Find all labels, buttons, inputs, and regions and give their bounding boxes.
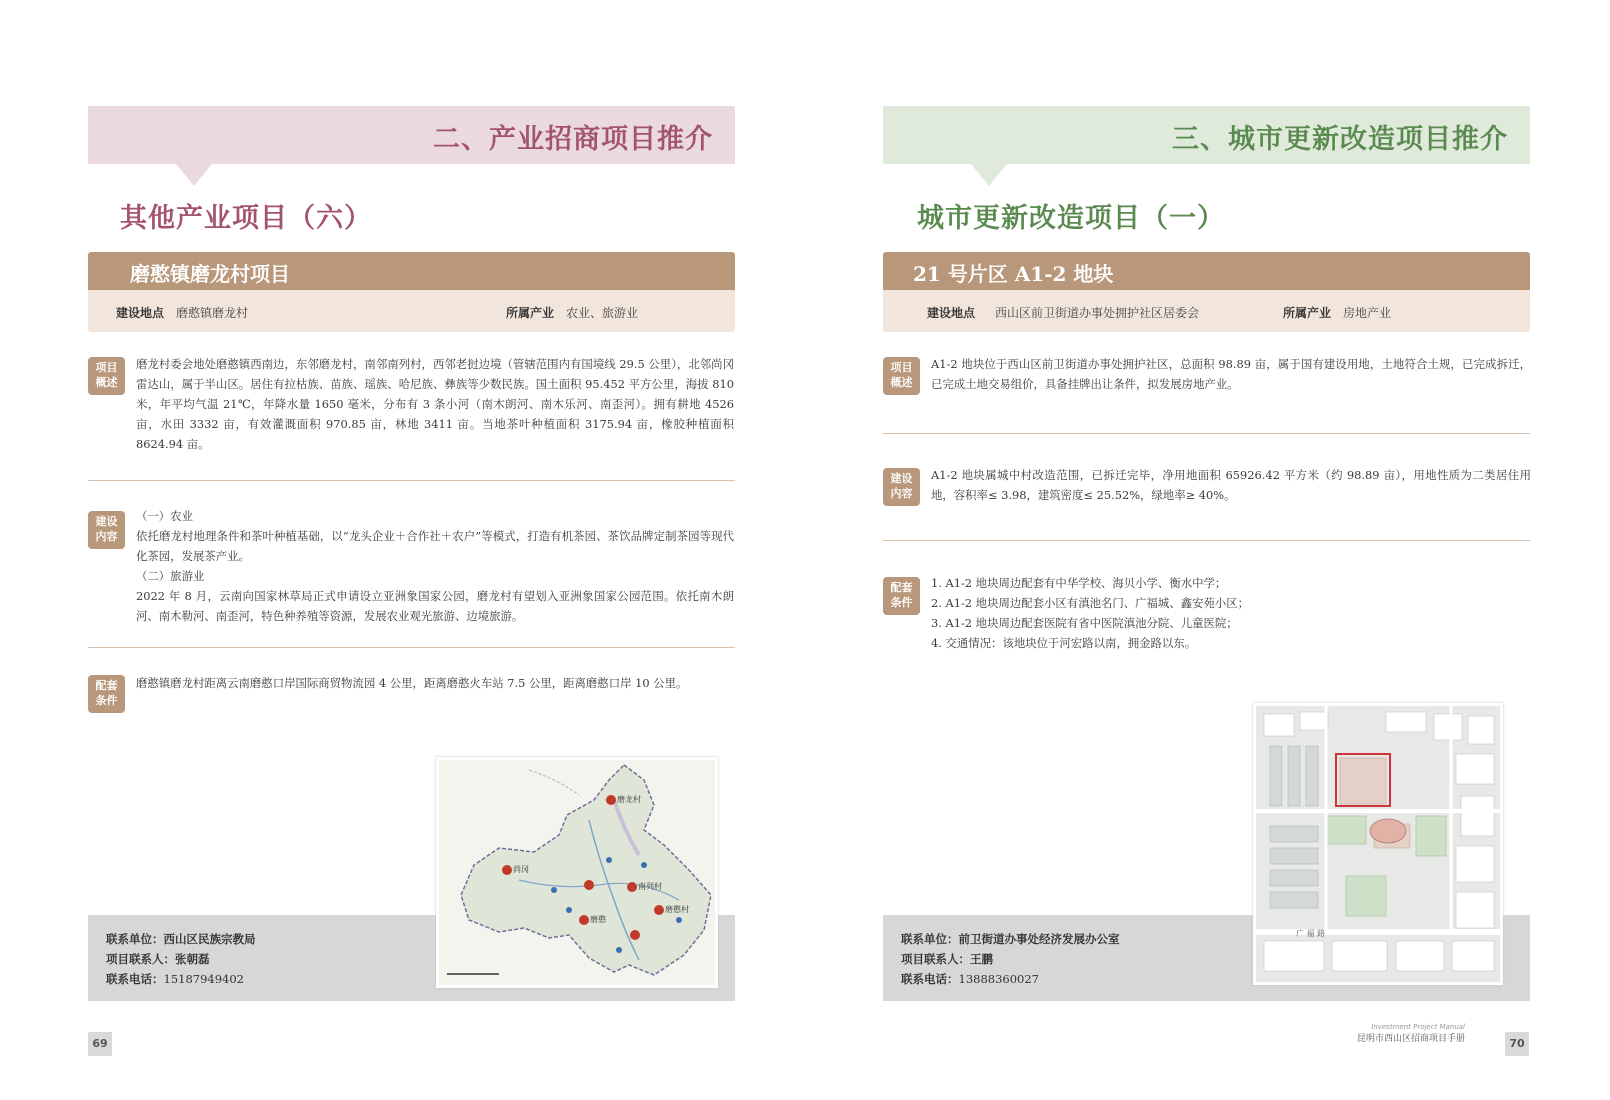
site-plan-map <box>1253 703 1503 985</box>
support-item: 1. A1-2 地块周边配套有中华学校、海贝小学、衡水中学； <box>931 576 1227 590</box>
contact-person: 项目联系人：张朝磊 <box>106 952 210 966</box>
overview-text: 磨龙村委会地处磨憨镇西南边，东邻磨龙村，南邻南列村，西邻老挝边境（管辖范围内有国境线 29.5 公里），北邻尚冈雷达山，属于半山区。居住有拉枯族、苗族、瑶族、哈尼族、彝族等少数民族。国土面积 95.452 平方公里，海拔 810 米，年平均气温 21℃，年降水量 1650 毫米，分布有 3 条小河（南木朗河、南木乐河、南歪河）。拥有耕地 4526 亩，水田 3332 亩，有效灌溉面积 970.85 亩，林地 3411 亩。当地茶叶种植面积 3175.94 亩，橡胶种植面积 8624.94 亩。 <box>136 357 734 451</box>
support-tag-line2: 条件 <box>890 596 913 609</box>
content-paragraph-2: 2022 年 8 月，云南向国家林草局正式申请设立亚洲象国家公园，磨龙村有望划入亚洲象国家公园范围。依托南木朗河、南木勒河、南歪河，特色种养殖等资源，发展农业观光旅游、边境旅游。 <box>136 589 734 623</box>
content-tag-line1: 建设 <box>890 472 913 485</box>
site-plan-image <box>1256 706 1500 982</box>
project-title: 磨憨镇磨龙村项目 <box>130 262 290 286</box>
map-label: 南列村 <box>638 882 662 891</box>
banner-notch <box>971 164 1007 186</box>
support-tag-line1: 配套 <box>890 581 913 594</box>
contact-unit: 联系单位：西山区民族宗教局 <box>106 932 256 946</box>
support-tag-line1: 配套 <box>95 679 118 692</box>
location-label: 建设地点 <box>927 306 976 320</box>
content-tag-line2: 内容 <box>95 530 118 543</box>
section-banner-title: 三、城市更新改造项目推介 <box>1172 124 1508 155</box>
support-tag <box>883 577 920 615</box>
support-item: 2. A1-2 地块周边配套小区有滇池名门、广福城、鑫安苑小区； <box>931 596 1250 610</box>
content-text: A1-2 地块属城中村改造范围，已拆迁完毕，净用地面积 65926.42 平方米（约 98.89 亩），用地性质为二类居住用地，容积率≤ 3.98，建筑密度≤ 25.52%，绿地率≥ 40%。 <box>931 468 1531 502</box>
project-info-bar <box>88 290 735 332</box>
project-title: 21 号片区 A1-2 地块 <box>913 262 1114 286</box>
section-banner <box>88 106 735 164</box>
location-label: 建设地点 <box>116 306 165 320</box>
support-tag <box>88 675 125 713</box>
divider <box>88 647 735 648</box>
divider <box>883 433 1530 434</box>
overview-tag-line2: 概述 <box>890 376 913 389</box>
contact-person: 项目联系人：王鹏 <box>901 952 993 966</box>
industry-value: 房地产业 <box>1343 306 1392 320</box>
map-label: 尚冈 <box>513 865 529 874</box>
support-tag-line2: 条件 <box>95 694 118 707</box>
page-subtitle: 城市更新改造项目（一） <box>917 203 1225 234</box>
support-item: 3. A1-2 地块周边配套医院有省中医院滇池分院、儿童医院； <box>931 616 1238 630</box>
contact-phone: 联系电话：15187949402 <box>106 972 244 986</box>
content-tag <box>883 468 920 506</box>
industry-label: 所属产业 <box>506 306 555 320</box>
content-text <box>136 506 734 626</box>
manual-caption <box>1285 1023 1465 1044</box>
section-banner-title: 二、产业招商项目推介 <box>433 124 713 155</box>
content-tag-line2: 内容 <box>890 487 913 500</box>
content-paragraph-1: 依托磨龙村地理条件和茶叶种植基础，以“龙头企业＋合作社＋农户”等模式，打造有机茶园、茶饮品牌定制茶园等现代化茶园，发展茶产业。 <box>136 529 734 563</box>
project-info-bar <box>883 290 1530 332</box>
road-label: 广 福 路 <box>1296 929 1326 938</box>
right-page <box>805 0 1610 1100</box>
support-item: 4. 交通情况：该地块位于河宏路以南，拥金路以东。 <box>931 636 1197 650</box>
overview-tag-line1: 项目 <box>890 361 913 374</box>
content-tag <box>88 511 125 549</box>
support-text: 磨憨镇磨龙村距离云南磨憨口岸国际商贸物流园 4 公里，距离磨憨火车站 7.5 公里，距离磨憨口岸 10 公里。 <box>136 676 688 690</box>
banner-notch <box>176 164 212 186</box>
content-heading-2: （二）旅游业 <box>136 569 205 583</box>
village-map-image <box>439 760 715 985</box>
project-title-bar <box>883 252 1530 290</box>
overview-tag <box>88 357 125 395</box>
divider <box>883 540 1530 541</box>
contact-unit: 联系单位：前卫街道办事处经济发展办公室 <box>901 932 1120 946</box>
manual-english: Investment Project Manual <box>1371 1023 1465 1031</box>
content-heading-1: （一）农业 <box>136 509 193 523</box>
page-subtitle: 其他产业项目（六） <box>120 203 372 234</box>
divider <box>88 480 735 481</box>
location-value: 磨憨镇磨龙村 <box>176 306 249 320</box>
industry-label: 所属产业 <box>1283 306 1332 320</box>
overview-text: A1-2 地块位于西山区前卫街道办事处拥护社区，总面积 98.89 亩，属于国有建设用地，土地符合土规，已完成拆迁，已完成土地交易组价，具备挂牌出让条件，拟发展房地产业。 <box>931 357 1531 391</box>
overview-tag <box>883 357 920 395</box>
content-tag-line1: 建设 <box>95 515 118 528</box>
map-label: 磨憨村 <box>665 905 689 914</box>
location-value: 西山区前卫街道办事处拥护社区居委会 <box>995 306 1200 320</box>
project-title-bar <box>88 252 735 290</box>
manual-chinese: 昆明市西山区招商项目手册 <box>1356 1034 1465 1044</box>
page-number: 70 <box>1505 1032 1529 1056</box>
map-label: 磨憨 <box>590 915 606 924</box>
map-label: 磨龙村 <box>617 795 641 804</box>
overview-tag-line2: 概述 <box>95 376 118 389</box>
contact-phone: 联系电话：13888360027 <box>901 972 1039 986</box>
industry-value: 农业、旅游业 <box>566 306 639 320</box>
village-map <box>436 757 718 988</box>
page-number: 69 <box>88 1032 112 1056</box>
support-list <box>931 573 1531 653</box>
overview-tag-line1: 项目 <box>95 361 118 374</box>
section-banner <box>883 106 1530 164</box>
